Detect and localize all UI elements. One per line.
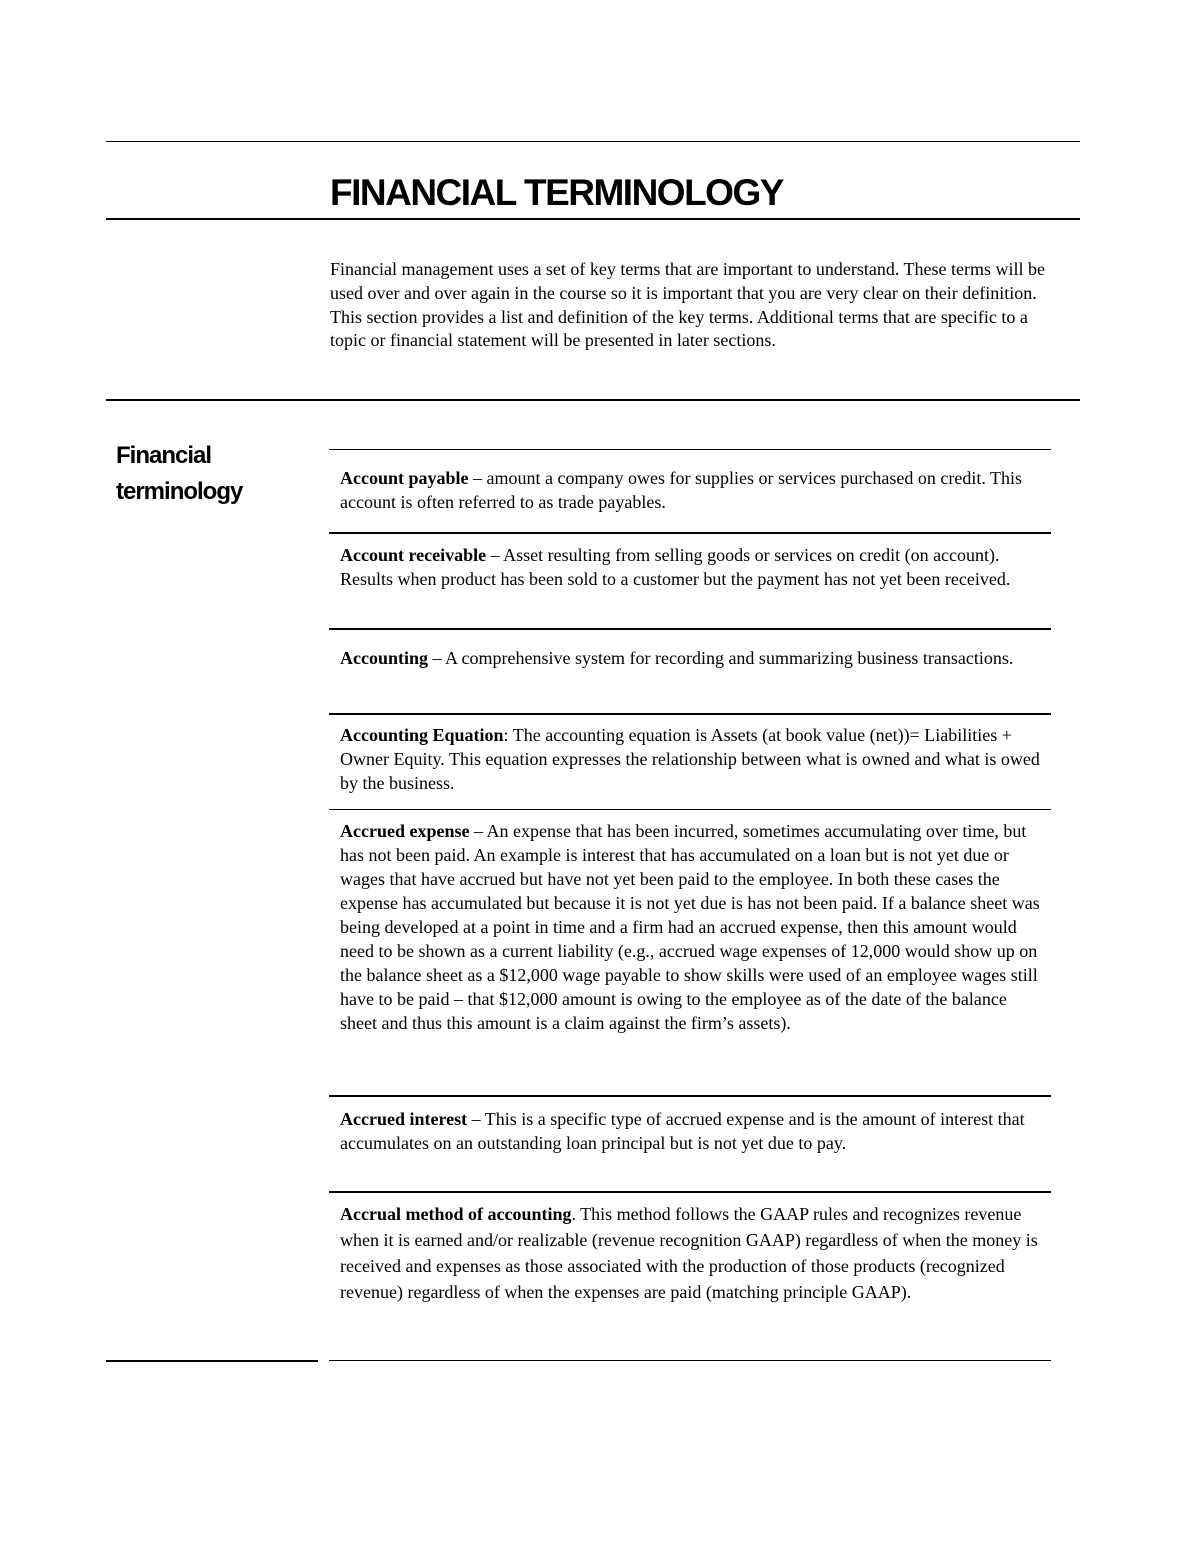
term-entry-account-payable (340, 466, 1045, 514)
term-entry-account-receivable (340, 543, 1045, 591)
term-row-divider (329, 1191, 1051, 1193)
term-entry-accounting (340, 646, 1045, 670)
sidebar-bottom-rule (106, 1360, 318, 1362)
term-definition: – Asset resulting from selling goods or services on credit (on account). Results when product has been sold to a customer but the payment has not yet been received. (340, 545, 1011, 589)
term-definition: – amount a company owes for supplies or services purchased on credit. This account is often referred to as trade payables. (340, 468, 1023, 512)
term-definition: – This is a specific type of accrued expense and is the amount of interest that accumulates on an outstanding loan principal but is not yet due to pay. (340, 1109, 1025, 1153)
title-underline-rule (106, 218, 1080, 220)
section-divider-rule (106, 399, 1080, 401)
sidebar-heading-line-2: terminology (116, 478, 243, 505)
term-row-divider (329, 628, 1051, 630)
term-row-divider (329, 713, 1051, 715)
term-name: Accrual method of accounting (340, 1204, 572, 1224)
sidebar-heading (116, 438, 316, 510)
term-name: Accrued expense (340, 821, 470, 841)
term-definition: : The accounting equation is Assets (at book value (net))= Liabilities + Owner Equity. This equation expresses the relationship between what is owned and what is owed by the business. (340, 725, 1040, 793)
term-name: Accounting (340, 648, 429, 668)
term-definition: . This method follows the GAAP rules and recognizes revenue when it is earned and/or realizable (revenue recognition GAAP) regardless of when the money is received and expenses as those associated with the production of those products (recognized revenue) regardless of when the expenses are paid (matching principle GAAP). (340, 1204, 1038, 1302)
term-name: Accounting Equation (340, 725, 504, 745)
top-rule (106, 141, 1080, 142)
term-name: Account receivable (340, 545, 487, 565)
term-row-divider (329, 532, 1051, 534)
term-row-divider (329, 1095, 1051, 1097)
term-row-divider (329, 809, 1051, 810)
term-definition: – An expense that has been incurred, sometimes accumulating over time, but has not been paid. An example is interest that has accumulated on a loan but is not yet due or wages that have accrued but have not yet been paid to the employee. In both these cases the expense has accumulated but because it is not yet due is has not been paid. If a balance sheet was being developed at a point in time and a firm had an accrued expense, then this amount would need to be shown as a current liability (e.g., accrued wage expenses of 12,000 would show up on the balance sheet as a $12,000 wage payable to show skills were used of an employee wages still have to be paid – that $12,000 amount is owing to the employee as of the date of the balance sheet and thus this amount is a claim against the firm’s assets). (340, 821, 1040, 1033)
sidebar-heading-line-1: Financial (116, 442, 212, 469)
term-table-top-rule (329, 449, 1051, 450)
term-entry-accrued-interest (340, 1107, 1045, 1155)
term-entry-accrual-method (340, 1201, 1045, 1305)
term-entry-accrued-expense (340, 819, 1045, 1035)
term-name: Account payable (340, 468, 469, 488)
term-name: Accrued interest (340, 1109, 468, 1129)
term-table-bottom-rule (329, 1360, 1051, 1361)
term-definition: – A comprehensive system for recording and summarizing business transactions. (428, 648, 1014, 668)
page-title: FINANCIAL TERMINOLOGY (330, 172, 783, 213)
term-entry-accounting-equation (340, 723, 1045, 795)
intro-paragraph: Financial management uses a set of key terms that are important to understand. These terms will be used over and over again in the course so it is important that you are very clear on their definition. This section provides a list and definition of the key terms. Additional terms that are specific to a topic or financial statement will be presented in later sections. (330, 259, 1045, 351)
